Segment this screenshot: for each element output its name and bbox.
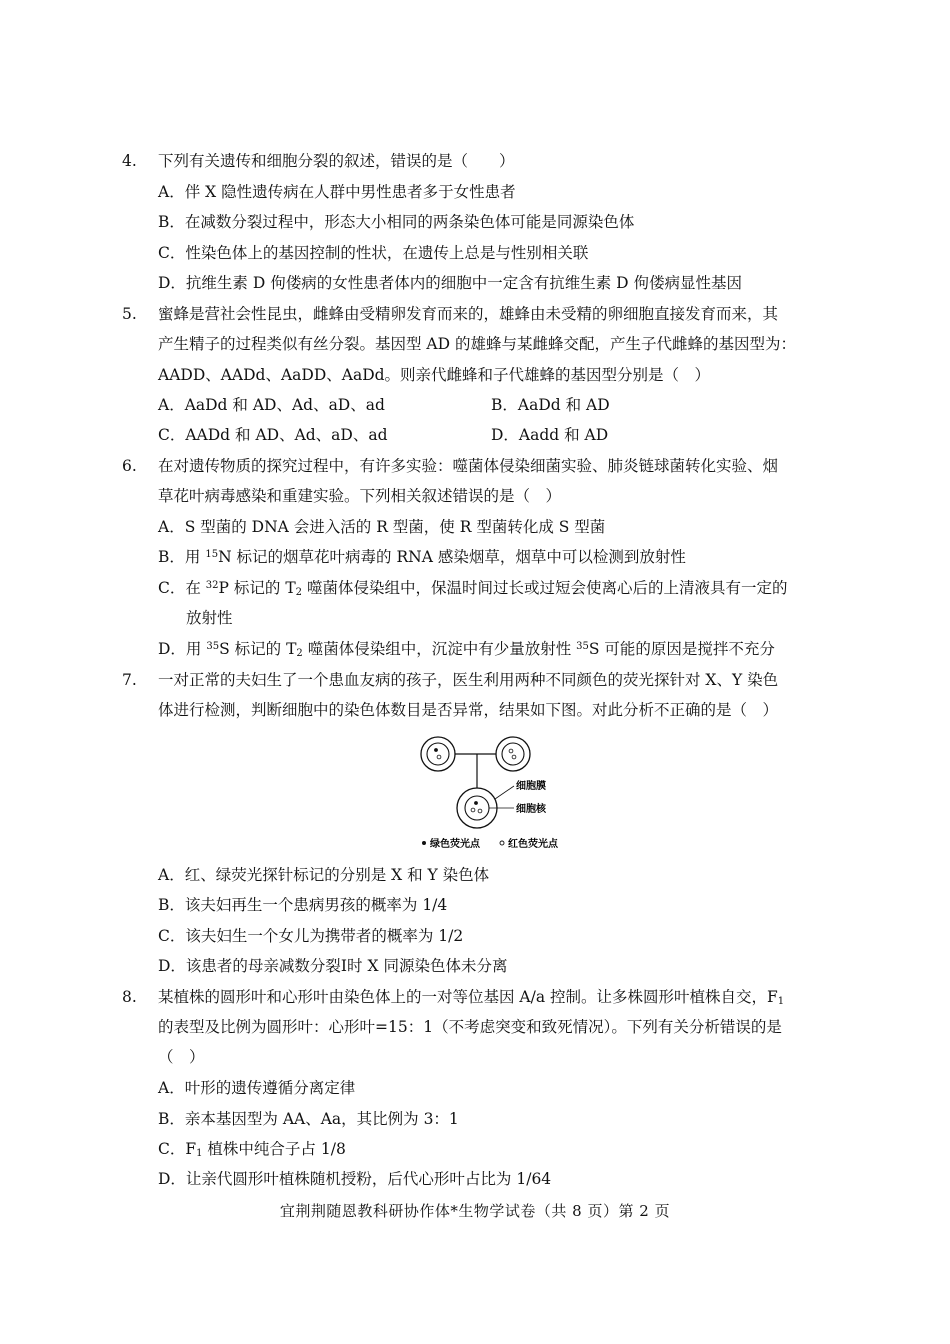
question-5-option-d: D．Aadd 和 AD xyxy=(491,426,609,444)
question-5-number: 5. xyxy=(122,305,137,323)
question-5-option-a: A．AaDd 和 AD、Ad、aD、ad xyxy=(158,396,385,414)
question-4-option-b: B．在减数分裂过程中，形态大小相同的两条染色体可能是同源染色体 xyxy=(158,213,635,231)
question-6-option-c: C．在 $^{32}$P 标记的 $T_2$ 噬菌体侵染组中，保温时间过长或过短会使离心后的上清液具有一定的 xyxy=(158,579,788,598)
question-4-stem: 下列有关遗传和细胞分裂的叙述，错误的是（ ） xyxy=(158,152,515,170)
legend-red-label: 红色荧光点 xyxy=(508,839,558,850)
question-4-option-d: D．抗维生素 D 佝偻病的女性患者体内的细胞中一定含有抗维生素 D 佝偻病显性基因 xyxy=(158,274,742,292)
red-dot xyxy=(478,809,482,813)
question-7-option-a: A．红、绿荧光探针标记的分别是 X 和 Y 染色体 xyxy=(158,866,490,884)
fluorescence-cell-diagram xyxy=(415,730,575,852)
question-8-stem-line-1: 某植株的圆形叶和心形叶由染色体上的一对等位基因 A/a 控制。让多株圆形叶植株自交，$F_1$ xyxy=(158,988,785,1007)
cell-diagram-svg xyxy=(415,730,575,852)
cell-right xyxy=(496,737,530,771)
page-footer: 宜荆荆随恩教科研协作体*生物学试卷（共 8 页）第 2 页 xyxy=(279,1202,671,1220)
question-7-option-d: D．该患者的母亲减数分裂Ⅰ时 X 同源染色体未分离 xyxy=(158,957,508,975)
question-6-option-d: D．用 $^{35}$S 标记的 $T_2$ 噬菌体侵染组中，沉淀中有少量放射性 $^{35}$S 可能的原因是搅拌不充分 xyxy=(158,640,775,659)
legend-green-dot xyxy=(422,841,426,845)
question-6-stem-line-1: 在对遗传物质的探究过程中，有许多实验：噬菌体侵染细菌实验、肺炎链球菌转化实验、烟 xyxy=(158,457,779,475)
label-nucleus: 细胞核 xyxy=(516,804,546,815)
question-4-option-c: C．性染色体上的基因控制的性状，在遗传上总是与性别相关联 xyxy=(158,244,589,262)
question-4-option-a: A．伴 X 隐性遗传病在人群中男性患者多于女性患者 xyxy=(158,183,516,201)
question-5-stem-line-2: 产生精子的过程类似有丝分裂。基因型 AD 的雄蜂与某雌蜂交配，产生子代雌蜂的基因型为： xyxy=(158,335,796,353)
green-dot xyxy=(434,748,438,752)
legend-red-dot xyxy=(500,841,504,845)
question-8-stem-line-3: （ ） xyxy=(158,1048,205,1066)
question-8-option-c: C．$F_1$ 植株中纯合子占 1/8 xyxy=(158,1140,346,1159)
red-dot xyxy=(512,755,516,759)
question-6-option-c-continued: 放射性 xyxy=(186,609,233,627)
legend-green-label: 绿色荧光点 xyxy=(430,839,480,850)
question-8-option-a: A．叶形的遗传遵循分离定律 xyxy=(158,1079,356,1097)
cell-left xyxy=(421,737,455,771)
question-7-stem-line-2: 体进行检测，判断细胞中的染色体数目是否异常，结果如下图。对此分析不正确的是（ ） xyxy=(158,701,779,719)
question-6-option-a: A．S 型菌的 DNA 会进入活的 R 型菌，使 R 型菌转化成 S 型菌 xyxy=(158,518,606,536)
green-dot xyxy=(474,801,478,805)
question-8-stem-line-2: 的表型及比例为圆形叶：心形叶=15：1（不考虑突变和致死情况）。下列有关分析错误的是 xyxy=(158,1018,782,1036)
question-5-stem-line-3: AADD、AADd、AaDD、AaDd。则亲代雌蜂和子代雄蜂的基因型分别是（ ） xyxy=(158,366,711,384)
question-7-stem-line-1: 一对正常的夫妇生了一个患血友病的孩子，医生利用两种不同颜色的荧光探针对 X、Y 染色 xyxy=(158,671,779,689)
red-dot xyxy=(471,808,475,812)
question-6-stem-line-2: 草花叶病毒感染和重建实验。下列相关叙述错误的是（ ） xyxy=(158,487,562,505)
question-6-number: 6. xyxy=(122,457,137,475)
red-dot xyxy=(509,749,513,753)
question-7-option-b: B．该夫妇再生一个患病男孩的概率为 1/4 xyxy=(158,896,448,914)
question-6-option-b: B．用 $^{15}$N 标记的烟草花叶病毒的 RNA 感染烟草，烟草中可以检测到放射性 xyxy=(158,548,686,566)
question-7-number: 7. xyxy=(122,671,137,689)
red-dot xyxy=(437,755,441,759)
question-7-option-c: C．该夫妇生一个女儿为携带者的概率为 1/2 xyxy=(158,927,464,945)
question-8-number: 8. xyxy=(122,988,137,1006)
label-membrane: 细胞膜 xyxy=(516,781,546,792)
membrane-leader xyxy=(495,786,514,799)
question-4-number: 4. xyxy=(122,152,137,170)
question-8-option-b: B．亲本基因型为 AA、Aa，其比例为 3：1 xyxy=(158,1110,459,1128)
question-5-option-b: B．AaDd 和 AD xyxy=(491,396,610,414)
question-8-option-d: D．让亲代圆形叶植株随机授粉，后代心形叶占比为 1/64 xyxy=(158,1170,552,1188)
question-5-option-c: C．AADd 和 AD、Ad、aD、ad xyxy=(158,426,388,444)
question-5-stem-line-1: 蜜蜂是营社会性昆虫，雌蜂由受精卵发育而来的，雄蜂由未受精的卵细胞直接发育而来，其 xyxy=(158,305,779,323)
